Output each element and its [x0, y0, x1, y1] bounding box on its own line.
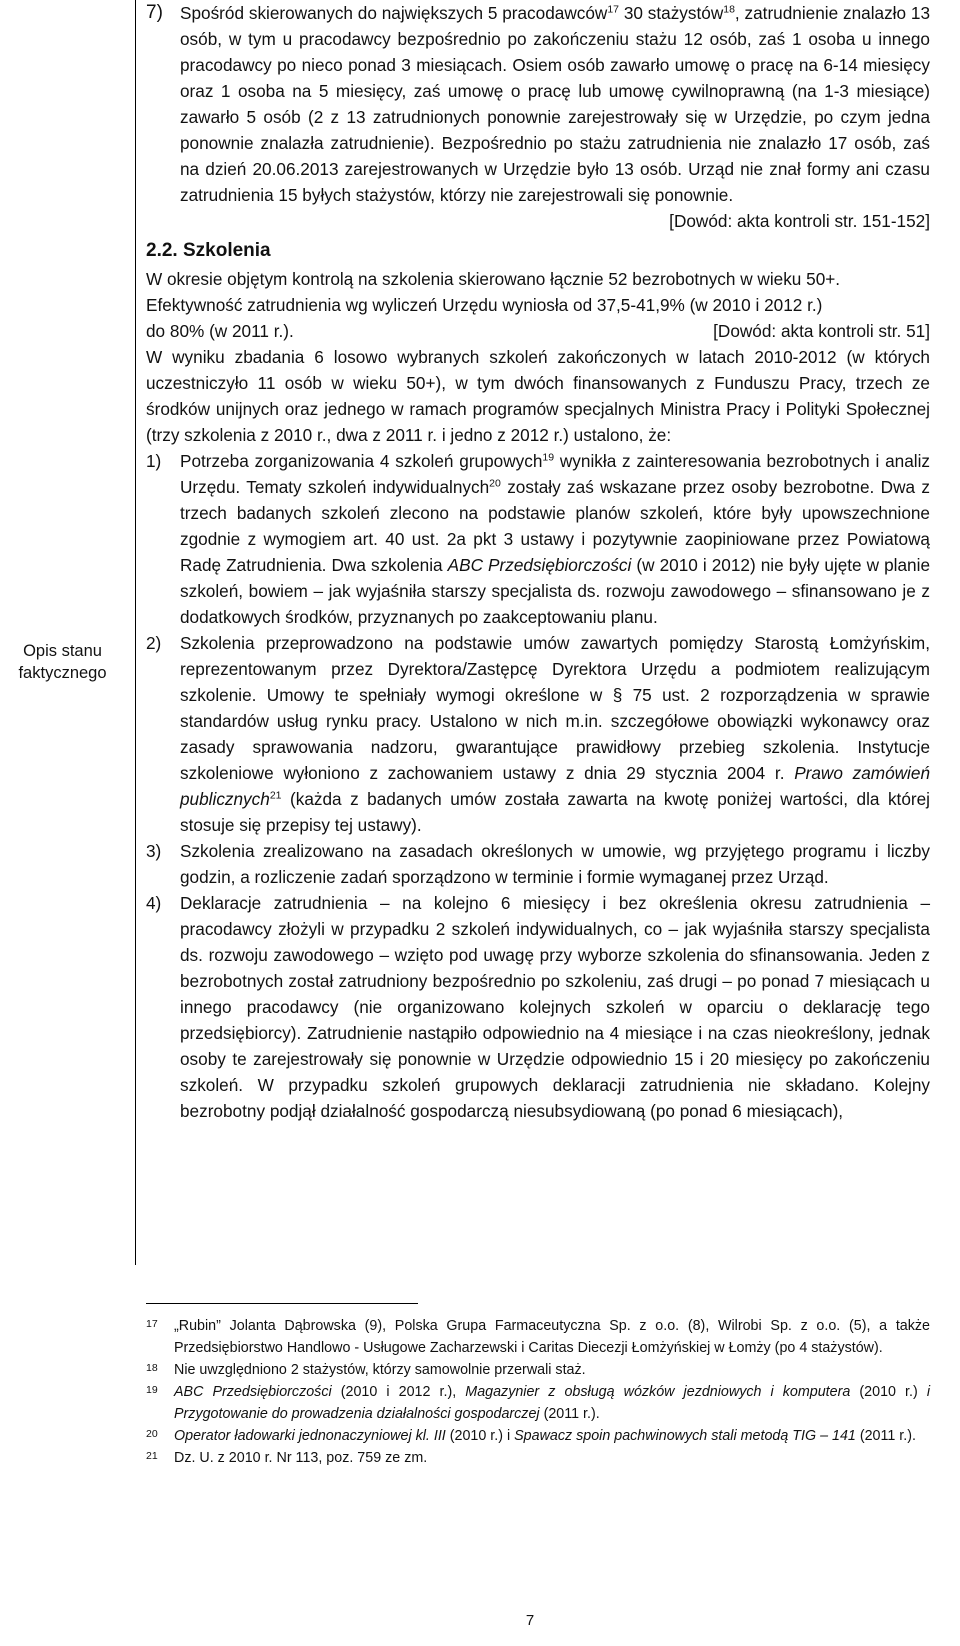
footnote-ref-19: 19	[542, 451, 555, 464]
main-content	[146, 0, 930, 1124]
list-item-4: 4) Deklaracje zatrudnienia – na kolejno 6 miesięcy i bez określenia okresu zatrudnienia – pracodawcy złożyli w przypadku 2 szkoleń indywidualnych, co – jak wyjaśniła starszy specjalista ds. rozwoju zawodowego – wzięto pod uwagę przy wyborze szkolenia do sfinansowania. Jeden z bezrobotnych został zatrudniony bezpośrednio po szkoleniu, zaś drugi – po ponad 7 miesiącach u innego pracodawcy (nie organizowano kolejnych szkoleń w oparciu o deklarację tego przedsiębiorcy). Zatrudnienie nastąpiło odpowiednio na 4 miesiące i na czas nieokreślony, jednak osoby te zarejestrowały się ponownie w Urzędzie odpowiednio 15 i 20 miesięcy po zakończeniu szkoleń. W przypadku szkoleń grupowych deklaracji zatrudnienia nie składano. Kolejny bezrobotny podjął działalność gospodarczą niesubsydiowaną (po ponad 6 miesiącach),	[146, 893, 930, 1121]
footnote-17: 17 „Rubin” Jolanta Dąbrowska (9), Polska Grupa Farmaceutyczna Sp. z o.o. (8), Wilrobi Sp. z o.o. (5), a także Przedsiębiorstwo Handlowo - Usługowe Zacharzewski i Caritas Diecezji Łomżyńskiej w Łomży (po 4 stażystów).	[146, 1318, 930, 1356]
footnote-separator	[146, 1303, 418, 1304]
intro-line-2: Efektywność zatrudnienia wg wyliczeń Urzędu wyniosła od 37,5-41,9% (w 2010 i 2012 r.)	[146, 295, 823, 315]
margin-divider	[135, 0, 136, 1265]
footnote-ref-17: 17	[607, 3, 619, 16]
page-number: 7	[525, 1612, 535, 1629]
evidence-reference: [Dowód: akta kontroli str. 151-152]	[669, 211, 930, 231]
footnote-18: 18 Nie uwzględniono 2 stażystów, którzy samowolnie przerwali staż.	[146, 1362, 586, 1378]
survey-paragraph: W wyniku zbadania 6 losowo wybranych szkoleń zakończonych w latach 2010-2012 (w których uczestniczyło 11 osób w wieku 50+), w tym dwóch finansowanych z Funduszu Pracy, trzech ze środków unijnych oraz jednego w ramach programów specjalnych Ministra Pracy i Polityki Społecznej (trzy szkolenia z 2010 r., dwa z 2011 r. i jedno z 2012 r.) ustalono, że:	[146, 347, 930, 445]
intro-line-3: do 80% (w 2011 r.). [Dowód: akta kontroli str. 51]	[146, 318, 930, 344]
evidence-reference: [Dowód: akta kontroli str. 51]	[713, 321, 930, 341]
section-7-paragraph: 7) Spośród skierowanych do największych 5 pracodawców$^{17}$ 30 stażystów$^{18}$, zatrudnienie znalazło 13 osób, w tym u pracodawcy bezpośrednio po zakończeniu stażu 12 osób, zaś 1 osoba u innego pracodawcy po nieco ponad 3 miesiącach. Osiem osób zawarło umowę o pracę na 6-14 miesięcy oraz 1 osoba na 5 miesięcy, zaś umowę o pracę lub umowę cywilnoprawną (na 1-3 miesiące) zawarło 5 osób (2 z 13 zatrudnionych ponownie zarejestrowały się w Urzędzie, po czym jedna ponownie znalazła zatrudnienie). Bezpośrednio po stażu zatrudnienia nie znalazło 17 osób, zaś na dzień 20.06.2013 zarejestrowanych w Urzędzie było 13 osób. Urząd nie znał formy ani czasu zatrudnienia 15 byłych stażystów, którzy nie zarejestrowali się ponownie.	[146, 2, 931, 205]
list-item-3: 3) Szkolenia zrealizowano na zasadach określonych w umowie, wg przyjętego programu i liczby godzin, a rozliczenie zadań sporządzono w terminie i formie wymaganej przez Urząd.	[146, 841, 930, 887]
margin-label	[0, 640, 125, 684]
footnote-ref-18: 18	[723, 3, 735, 16]
footnote-20: 20 Operator ładowarki jednonaczyniowej kl. III (2010 r.) i Spawacz spoin pachwinowych stali metodą TIG – 141 (2011 r.).	[146, 1428, 916, 1444]
footnote-21: 21 Dz. U. z 2010 r. Nr 113, poz. 759 ze zm.	[146, 1450, 428, 1466]
margin-label-line1: Opis stanu	[23, 642, 102, 660]
margin-label-line2: faktycznego	[18, 664, 107, 682]
intro-line-1: W okresie objętym kontrolą na szkolenia skierowano łącznie 52 bezrobotnych w wieku 50+.	[146, 269, 841, 289]
section-heading: 2.2. Szkolenia	[146, 240, 271, 261]
list-item-1: 1) Potrzeba zorganizowania 4 szkoleń grupowych$^{19}$ wynikła z zainteresowania bezrobotnych i analiz Urzędu. Tematy szkoleń indywidualnych$^{20}$ zostały zaś wskazane przez osoby bezrobotne. Dwa z trzech badanych szkoleń zlecono na podstawie planów szkoleń, które były upowszechnione zgodnie z wymogiem art. 40 ust. 2a pkt 3 ustawy i pozytywnie zaopiniowane przez Powiatową Radę Zatrudnienia. Dwa szkolenia ABC Przedsiębiorczości (w 2010 i 2012) nie były ujęte w planie szkoleń, bowiem – jak wyjaśniła starszy specjalista ds. rozwoju zawodowego – sfinansowano je z dodatkowych środków, przyznanych po zaakceptowaniu planu.	[146, 451, 930, 627]
footnotes	[146, 1315, 930, 1469]
list-item-2: 2) Szkolenia przeprowadzono na podstawie umów zawartych pomiędzy Starostą Łomżyńskim, reprezentowanym przez Dyrektora/Zastępcę Dyrektora Urzędu a podmiotem realizującym szkolenie. Umowy te spełniały wymogi określone w § 75 ust. 2 rozporządzenia w sprawie standardów usług rynku pracy. Ustalono w nich m.in. szczegółowe obowiązki wykonawcy oraz zasady sprawowania nadzoru, gwarantujące prawidłowy przebieg szkolenia. Instytucje szkoleniowe wyłoniono z zachowaniem ustawy z dnia 29 stycznia 2004 r. Prawo zamówień publicznych$^{21}$ (każda z badanych umów została zawarta na kwotę poniżej wartości, dla której stosuje się przepisy tej ustawy).	[146, 633, 930, 835]
footnote-ref-21: 21	[269, 789, 282, 802]
item-number: 7)	[146, 2, 163, 23]
footnote-19: 19 ABC Przedsiębiorczości (2010 i 2012 r.), Magazynier z obsługą wózków jezdniowych i komputera (2010 r.) i Przygotowanie do prowadzenia działalności gospodarczej (2011 r.).	[146, 1384, 931, 1422]
footnote-ref-20: 20	[489, 477, 501, 490]
